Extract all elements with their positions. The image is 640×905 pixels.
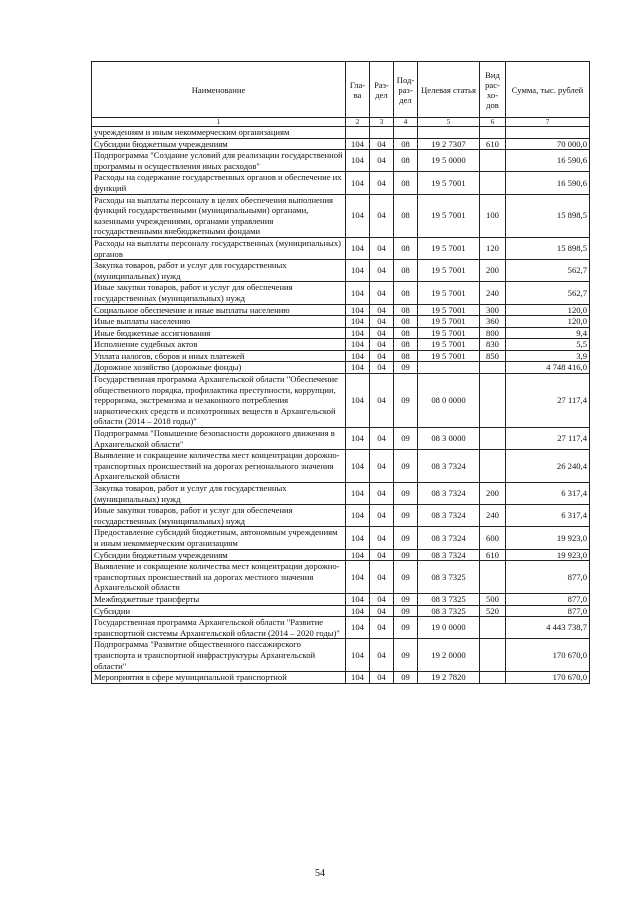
row-section-cell: 04 [370,593,394,605]
row-target-cell: 19 2 7307 [418,138,480,150]
row-exp-type-cell [480,617,506,639]
row-section-cell: 04 [370,527,394,549]
col-number: 1 [92,118,346,127]
row-subsection-cell: 09 [394,561,418,594]
row-chapter-cell: 104 [346,374,370,428]
row-name-cell: Субсидии бюджетным учреждениям [92,549,346,561]
row-subsection-cell: 08 [394,316,418,328]
row-exp-type-cell [480,127,506,139]
header-section: Раз-дел [370,62,394,118]
row-exp-type-cell [480,450,506,483]
row-subsection-cell: 09 [394,483,418,505]
row-target-cell: 19 5 7001 [418,172,480,194]
row-chapter-cell: 104 [346,561,370,594]
row-exp-type-cell: 850 [480,350,506,362]
table-row [92,350,590,362]
table-row [92,527,590,549]
header-chapter: Гла-ва [346,62,370,118]
row-exp-type-cell [480,561,506,594]
row-target-cell: 19 5 7001 [418,282,480,304]
table-row [92,304,590,316]
row-exp-type-cell: 830 [480,339,506,351]
row-sum-cell: 15 898,5 [506,194,590,237]
row-chapter-cell: 104 [346,350,370,362]
row-exp-type-cell [480,428,506,450]
row-chapter-cell: 104 [346,527,370,549]
table-row [92,450,590,483]
row-section-cell: 04 [370,639,394,672]
row-subsection-cell: 09 [394,374,418,428]
row-chapter-cell: 104 [346,339,370,351]
row-exp-type-cell: 200 [480,260,506,282]
row-chapter-cell: 104 [346,450,370,483]
row-name-cell: Закупка товаров, работ и услуг для государственных (муниципальных) нужд [92,483,346,505]
row-target-cell: 19 2 7820 [418,672,480,684]
row-section-cell: 04 [370,505,394,527]
row-exp-type-cell [480,374,506,428]
row-sum-cell: 562,7 [506,260,590,282]
table-row [92,282,590,304]
row-section-cell: 04 [370,172,394,194]
row-chapter-cell: 104 [346,549,370,561]
row-sum-cell: 16 590,6 [506,172,590,194]
row-subsection-cell: 09 [394,362,418,374]
row-name-cell: Подпрограмма "Создание условий для реализации государственной программы и осуществления иных расходов" [92,150,346,172]
header-subsection: Под-раз-дел [394,62,418,118]
row-section-cell: 04 [370,138,394,150]
header-name: Наименование [92,62,346,118]
row-section-cell: 04 [370,617,394,639]
row-target-cell: 08 3 7325 [418,605,480,617]
row-exp-type-cell: 610 [480,549,506,561]
row-section-cell: 04 [370,327,394,339]
row-target-cell: 08 3 7324 [418,450,480,483]
row-target-cell: 19 5 7001 [418,260,480,282]
row-section-cell: 04 [370,450,394,483]
col-number: 3 [370,118,394,127]
row-target-cell: 08 3 7324 [418,483,480,505]
row-name-cell: Иные выплаты населению [92,316,346,328]
row-chapter-cell: 104 [346,672,370,684]
row-chapter-cell: 104 [346,362,370,374]
row-subsection-cell: 09 [394,617,418,639]
row-sum-cell: 170 670,0 [506,672,590,684]
row-target-cell: 19 2 0000 [418,639,480,672]
row-section-cell: 04 [370,561,394,594]
row-sum-cell: 6 317,4 [506,505,590,527]
row-name-cell: Расходы на выплаты персоналу государственных (муниципальных) органов [92,237,346,259]
table-row [92,639,590,672]
row-section-cell: 04 [370,362,394,374]
row-sum-cell: 9,4 [506,327,590,339]
row-subsection-cell: 09 [394,549,418,561]
row-subsection-cell: 08 [394,327,418,339]
row-sum-cell: 19 923,0 [506,527,590,549]
row-sum-cell: 16 590,6 [506,150,590,172]
table-row [92,428,590,450]
row-name-cell: Иные бюджетные ассигнования [92,327,346,339]
row-name-cell: Расходы на выплаты персоналу в целях обеспечения выполнения функций государственными (муниципальными) органами, казенными учреждениями, органами управления государственными внебюджетными фондами [92,194,346,237]
table-row [92,561,590,594]
row-name-cell: Предоставление субсидий бюджетным, автономным учреждениям и иным некоммерческим организациям [92,527,346,549]
row-sum-cell: 877,0 [506,561,590,594]
row-exp-type-cell: 100 [480,194,506,237]
row-subsection-cell: 08 [394,350,418,362]
row-name-cell: Расходы на содержание государственных органов и обеспечение их функций [92,172,346,194]
row-subsection-cell: 08 [394,339,418,351]
row-chapter-cell: 104 [346,172,370,194]
table-row [92,605,590,617]
col-number: 4 [394,118,418,127]
row-chapter-cell: 104 [346,138,370,150]
row-name-cell: Подпрограмма "Развитие общественного пассажирского транспорта и транспортной инфраструктуры Архангельской области" [92,639,346,672]
table-row [92,505,590,527]
row-section-cell [370,127,394,139]
row-chapter-cell: 104 [346,260,370,282]
row-section-cell: 04 [370,304,394,316]
table-row [92,172,590,194]
table-row [92,327,590,339]
row-sum-cell: 70 000,0 [506,138,590,150]
row-chapter-cell: 104 [346,316,370,328]
row-subsection-cell: 08 [394,260,418,282]
row-exp-type-cell: 800 [480,327,506,339]
row-exp-type-cell: 300 [480,304,506,316]
row-target-cell: 08 3 7324 [418,527,480,549]
row-name-cell: Мероприятия в сфере муниципальной транспортной [92,672,346,684]
table-row [92,316,590,328]
row-target-cell: 08 3 7324 [418,505,480,527]
row-target-cell: 19 5 7001 [418,304,480,316]
row-section-cell: 04 [370,282,394,304]
row-chapter-cell: 104 [346,194,370,237]
row-exp-type-cell: 610 [480,138,506,150]
row-name-cell: Межбюджетные трансферты [92,593,346,605]
row-name-cell: Уплата налогов, сборов и иных платежей [92,350,346,362]
table-row [92,339,590,351]
row-name-cell: Субсидии [92,605,346,617]
row-subsection-cell: 09 [394,527,418,549]
row-target-cell: 08 3 7325 [418,593,480,605]
col-number: 7 [506,118,590,127]
row-target-cell: 08 3 7325 [418,561,480,594]
row-name-cell: Социальное обеспечение и иные выплаты населению [92,304,346,316]
row-name-cell: Исполнение судебных актов [92,339,346,351]
row-subsection-cell: 08 [394,282,418,304]
row-name-cell: Закупка товаров, работ и услуг для государственных (муниципальных) нужд [92,260,346,282]
row-exp-type-cell: 360 [480,316,506,328]
row-chapter-cell: 104 [346,593,370,605]
row-sum-cell: 562,7 [506,282,590,304]
row-target-cell: 19 5 7001 [418,327,480,339]
row-subsection-cell: 09 [394,428,418,450]
row-chapter-cell: 104 [346,428,370,450]
row-subsection-cell: 08 [394,194,418,237]
row-name-cell: Иные закупки товаров, работ и услуг для обеспечения государственных (муниципальных) нужд [92,505,346,527]
table-row [92,549,590,561]
row-target-cell [418,362,480,374]
row-sum-cell: 19 923,0 [506,549,590,561]
col-number: 2 [346,118,370,127]
row-subsection-cell: 09 [394,505,418,527]
row-section-cell: 04 [370,260,394,282]
row-chapter-cell: 104 [346,617,370,639]
row-chapter-cell: 104 [346,150,370,172]
header-target: Целевая статья [418,62,480,118]
row-subsection-cell: 08 [394,172,418,194]
row-target-cell: 08 3 7324 [418,549,480,561]
row-chapter-cell: 104 [346,327,370,339]
row-section-cell: 04 [370,237,394,259]
table-row [92,260,590,282]
table-row [92,483,590,505]
row-chapter-cell [346,127,370,139]
row-sum-cell: 877,0 [506,605,590,617]
row-subsection-cell: 08 [394,150,418,172]
row-sum-cell: 26 240,4 [506,450,590,483]
column-number-row [92,118,590,127]
row-exp-type-cell: 600 [480,527,506,549]
row-name-cell: Выявление и сокращение количества мест концентрации дорожно-транспортных происшествий на дорогах местного значения Архангельской области [92,561,346,594]
row-sum-cell: 4 443 738,7 [506,617,590,639]
row-exp-type-cell: 520 [480,605,506,617]
row-subsection-cell: 09 [394,593,418,605]
row-chapter-cell: 104 [346,505,370,527]
row-exp-type-cell [480,172,506,194]
row-section-cell: 04 [370,672,394,684]
row-target-cell: 19 5 7001 [418,350,480,362]
row-section-cell: 04 [370,374,394,428]
row-exp-type-cell [480,150,506,172]
row-chapter-cell: 104 [346,304,370,316]
row-target-cell: 19 5 7001 [418,316,480,328]
row-subsection-cell [394,127,418,139]
row-subsection-cell: 08 [394,237,418,259]
row-chapter-cell: 104 [346,639,370,672]
row-target-cell [418,127,480,139]
row-target-cell: 19 5 0000 [418,150,480,172]
row-name-cell: Субсидии бюджетным учреждениям [92,138,346,150]
row-sum-cell: 3,9 [506,350,590,362]
row-section-cell: 04 [370,150,394,172]
row-name-cell: Государственная программа Архангельской области "Развитие транспортной системы Архангельской области (2014 – 2020 годы)" [92,617,346,639]
row-section-cell: 04 [370,316,394,328]
row-section-cell: 04 [370,194,394,237]
row-target-cell: 19 5 7001 [418,339,480,351]
row-chapter-cell: 104 [346,605,370,617]
row-section-cell: 04 [370,549,394,561]
table-body [92,127,590,684]
row-chapter-cell: 104 [346,282,370,304]
row-sum-cell: 120,0 [506,316,590,328]
header-sum: Сумма, тыс. рублей [506,62,590,118]
table-row [92,138,590,150]
row-name-cell: учреждениям и иным некоммерческим организациям [92,127,346,139]
row-section-cell: 04 [370,428,394,450]
row-exp-type-cell [480,362,506,374]
row-exp-type-cell: 200 [480,483,506,505]
row-section-cell: 04 [370,339,394,351]
row-sum-cell: 4 748 416,0 [506,362,590,374]
row-target-cell: 08 0 0000 [418,374,480,428]
row-section-cell: 04 [370,350,394,362]
row-sum-cell: 27 117,4 [506,428,590,450]
row-exp-type-cell [480,639,506,672]
row-target-cell: 19 0 0000 [418,617,480,639]
table-row [92,237,590,259]
row-name-cell: Подпрограмма "Повышение безопасности дорожного движения в Архангельской области" [92,428,346,450]
header-exp-type: Вид рас-хо-дов [480,62,506,118]
row-sum-cell: 15 898,5 [506,237,590,259]
table-row [92,617,590,639]
row-exp-type-cell [480,672,506,684]
table-row [92,150,590,172]
row-sum-cell: 5,5 [506,339,590,351]
table-row [92,127,590,139]
row-sum-cell: 27 117,4 [506,374,590,428]
budget-table [91,61,590,684]
row-sum-cell [506,127,590,139]
table-row [92,374,590,428]
row-subsection-cell: 08 [394,304,418,316]
row-target-cell: 19 5 7001 [418,237,480,259]
row-section-cell: 04 [370,605,394,617]
row-exp-type-cell: 120 [480,237,506,259]
row-chapter-cell: 104 [346,237,370,259]
row-subsection-cell: 09 [394,450,418,483]
row-name-cell: Иные закупки товаров, работ и услуг для обеспечения государственных (муниципальных) нужд [92,282,346,304]
page-number: 54 [315,868,325,879]
col-number: 5 [418,118,480,127]
row-exp-type-cell: 240 [480,282,506,304]
row-subsection-cell: 08 [394,138,418,150]
table-row [92,593,590,605]
row-subsection-cell: 09 [394,672,418,684]
table-row [92,672,590,684]
row-sum-cell: 120,0 [506,304,590,316]
row-subsection-cell: 09 [394,605,418,617]
header-row [92,62,590,118]
row-sum-cell: 170 670,0 [506,639,590,672]
table-row [92,362,590,374]
row-section-cell: 04 [370,483,394,505]
row-sum-cell: 877,0 [506,593,590,605]
row-subsection-cell: 09 [394,639,418,672]
table-row [92,194,590,237]
row-exp-type-cell: 500 [480,593,506,605]
col-number: 6 [480,118,506,127]
row-name-cell: Дорожное хозяйство (дорожные фонды) [92,362,346,374]
row-sum-cell: 6 317,4 [506,483,590,505]
row-target-cell: 08 3 0000 [418,428,480,450]
row-target-cell: 19 5 7001 [418,194,480,237]
row-name-cell: Выявление и сокращение количества мест концентрации дорожно-транспортных происшествий на дорогах регионального значения Архангельской области [92,450,346,483]
row-name-cell: Государственная программа Архангельской области "Обеспечение общественного порядка, профилактика преступности, коррупции, терроризма, экстремизма и незаконного потребления наркотических средств и психотропных веществ в Архангельской области (2014 – 2018 годы)" [92,374,346,428]
row-exp-type-cell: 240 [480,505,506,527]
row-chapter-cell: 104 [346,483,370,505]
